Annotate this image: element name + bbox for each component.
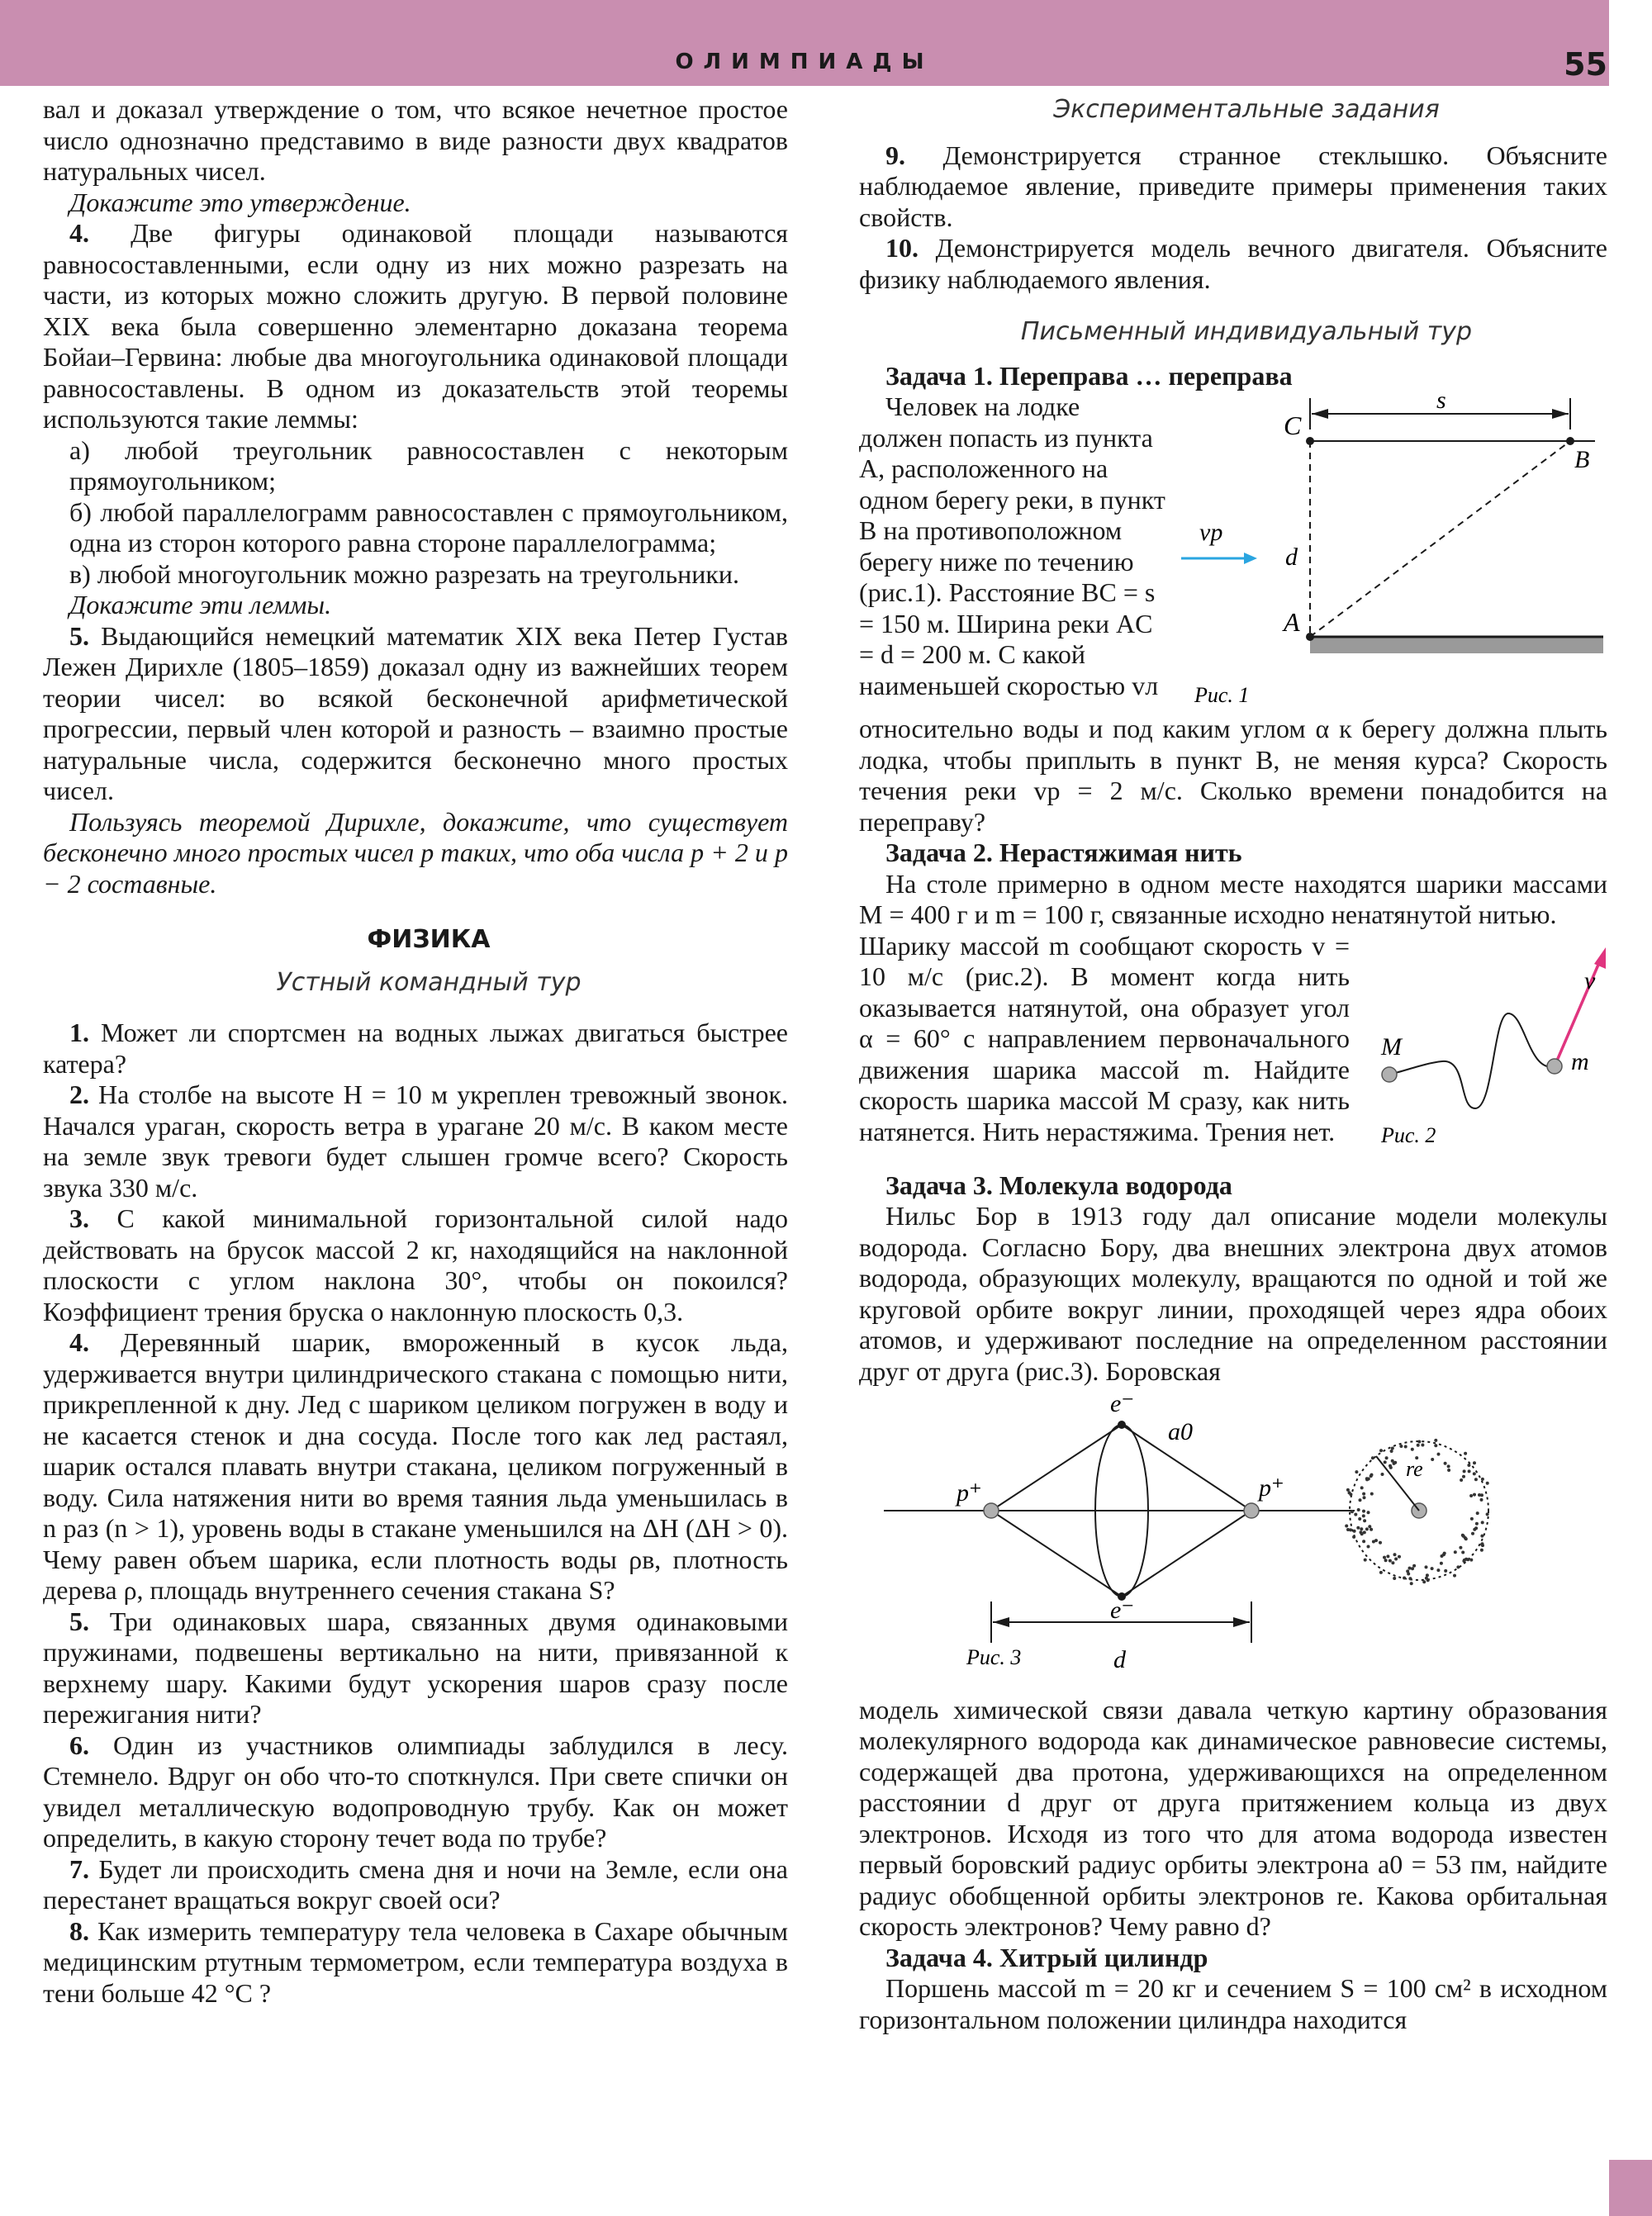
ball-m-small [1547,1059,1562,1074]
near-bank-ground [1310,637,1603,653]
cloud-dot [1370,1528,1373,1531]
question-number: 7. [69,1853,89,1884]
cloud-dot [1390,1450,1393,1453]
label-s: s [1436,391,1446,414]
cloud-dot [1469,1494,1473,1497]
label-v: v [1584,966,1596,994]
label-c: C [1284,410,1302,440]
dim-arrowhead-right [1552,409,1569,419]
question-number: 6. [69,1730,89,1760]
question-9 [859,140,1607,234]
label-mass-big: M [1381,1032,1402,1061]
question-text: Деревянный шарик, вмороженный в кусок льда, удерживается внутри цилиндрического стакана с помощью нити, прикрепленной к дну. Лед с шариком целиком погружен в воду и не касается стенок и дна сосуда. После того как лед растаял, шарик остался плавать внутри стакана, целиком погруженный в воду. Сила натяжения нити во время таяния льда уменьшилась в n раз (n > 1), уровень воды в стакане уменьшился на ΔH (ΔH > 0). Чему равен объем шарика, если плотность воды ρв, плотность дерева ρ, площадь внутреннего сечения стакана S? [43,1327,788,1605]
task-3-text-b: модель химической связи давала четкую картину образования молекулярного водорода как динамическое равновесие системы, содержащей два протона, удерживающихся на определенном расстоянии d друг от друга притяжением кольца из двух электронов. Исходя из того что для атома водорода известен первый боровский радиус орбиты электрона a0 = 53 пм, найдите радиус обобщенной орбиты электронов re. Какова орбитальная скорость электронов? Чему равно d? [859,1694,1607,1941]
question-text: Демонстрируется модель вечного двигателя. Объясните физику наблюдаемого явления. [859,233,1607,294]
cloud-dot [1379,1571,1383,1574]
cloud-dot [1417,1444,1420,1447]
cloud-dot [1411,1567,1414,1570]
bond-bottom-left [991,1511,1122,1597]
cloud-dot [1461,1551,1464,1554]
cloud-dot [1391,1459,1394,1463]
label-proton-right: p⁺ [1259,1474,1284,1502]
question-4 [43,1327,788,1606]
cloud-dot [1391,1561,1394,1564]
cloud-dot [1473,1493,1476,1497]
bond-top-left [991,1425,1122,1511]
figure-1-caption: Рис. 1 [1194,683,1250,707]
cloud-dot [1348,1491,1351,1494]
cloud-dot [1352,1535,1355,1539]
cloud-dot [1403,1577,1406,1580]
cloud-dot [1443,1552,1446,1555]
cloud-dot [1459,1546,1462,1549]
cloud-dot [1412,1564,1416,1568]
cloud-dot [1480,1493,1483,1497]
cloud-dot [1389,1559,1392,1563]
cloud-dot [1355,1470,1358,1473]
page-number: 55 [1564,46,1607,83]
cloud-dot [1471,1532,1474,1535]
cloud-dot [1391,1447,1394,1450]
dim-arrowhead-left [1312,409,1328,419]
label-vp: vр [1199,519,1223,546]
cloud-dot [1473,1472,1476,1475]
cloud-dot [1346,1488,1350,1492]
figure-3-caption: Рис. 3 [966,1645,1022,1669]
cloud-dot [1426,1573,1429,1577]
section-heading-physics: ФИЗИКА [367,925,491,954]
cloud-dot [1480,1498,1483,1502]
question-1 [43,1018,788,1080]
cloud-dot [1473,1461,1476,1464]
cloud-dot [1475,1522,1479,1526]
cloud-dot [1383,1556,1386,1559]
task-1-title: Задача 1. Переправа … переправа [885,360,1293,391]
cloud-dot [1370,1474,1373,1478]
label-a: A [1284,607,1300,637]
label-a0: a0 [1168,1418,1193,1445]
proton-right [1244,1503,1259,1518]
task-2-text-a: На столе примерно в одном месте находятся шарики массами M = 400 г и m = 100 г, связанные исходно ненатянутой нитью. [859,868,1607,929]
cloud-dot [1379,1541,1382,1545]
cloud-dot [1411,1448,1414,1451]
dashed-line-ab [1310,441,1570,637]
ball-m-large [1382,1067,1397,1082]
cloud-dot [1481,1521,1484,1524]
cloud-dot [1481,1542,1484,1545]
question-8 [43,1916,788,2010]
cloud-dot [1463,1469,1466,1473]
cloud-dot [1372,1540,1375,1544]
lemma-c: в) любой многоугольник можно разрезать на треугольники. [69,558,740,589]
cloud-dot [1359,1498,1362,1502]
question-number: 9. [885,140,905,170]
cloud-dot [1364,1559,1367,1562]
paragraph-italic: Пользуясь теоремой Дирихле, докажите, что существует бесконечно много простых чисел p таких, что оба числа p + 2 и p − 2 составные. [43,806,788,899]
question-5 [43,1606,788,1730]
cloud-dot [1358,1517,1361,1521]
label-proton-left: p⁺ [957,1479,982,1507]
subsection-heading-oral: Устный командный тур [276,967,582,997]
figure-1-river-crossing [1178,391,1607,714]
question-number: 10. [885,233,919,263]
cloud-dot [1447,1469,1450,1472]
cloud-dot [1469,1559,1473,1562]
question-text: На столбе на высоте H = 10 м укреплен тревожный звонок. Начался ураган, скорость ветра в урагане 20 м/с. В каком месте на земле звук тревоги будет слышен громче всего? Скорость звука 330 м/с. [43,1080,788,1203]
point-c [1306,437,1314,445]
cloud-dot [1456,1565,1460,1568]
label-mass-small: m [1571,1047,1589,1075]
cloud-dot [1464,1452,1467,1455]
current-velocity-arrowhead [1244,553,1257,564]
dim-arrowhead-right [1233,1617,1250,1627]
cloud-dot [1481,1478,1484,1481]
cloud-dot [1431,1458,1434,1461]
cloud-dot [1462,1475,1465,1478]
question-text: Три одинаковых шара, связанных двумя одинаковыми пружинами, подвешены вертикально на нити, привязанной к верхнему шару. Какими будут ускорения шаров сразу после пережигания нити? [43,1606,788,1729]
cloud-dot [1422,1580,1426,1583]
cloud-dot [1468,1469,1471,1473]
question-number: 3. [69,1203,89,1233]
cloud-dot [1393,1461,1397,1464]
question-3 [43,1203,788,1327]
proton-left [984,1503,999,1518]
question-number: 5. [69,1606,89,1636]
cloud-dot [1379,1449,1383,1452]
question-number: 1. [69,1018,89,1047]
cloud-dot [1417,1440,1421,1444]
bond-bottom-right [1122,1511,1251,1597]
cloud-dot [1360,1486,1364,1489]
label-b: B [1574,446,1590,473]
cloud-dot [1370,1492,1374,1496]
label-electron-top: e⁻ [1110,1390,1135,1417]
cloud-dot [1473,1528,1476,1531]
question-number: 2. [69,1080,89,1109]
cloud-dot [1367,1545,1370,1549]
cloud-dot [1362,1540,1365,1543]
cloud-dot [1357,1508,1360,1511]
question-text: Демонстрируется странное стеклышко. Объясните наблюдаемое явление, приведите примеры применения таких свойств. [859,140,1607,232]
cloud-dot [1407,1573,1410,1576]
cloud-dot [1464,1537,1468,1540]
cloud-dot [1453,1574,1456,1578]
paragraph-italic: Докажите это утверждение. [69,187,411,217]
cloud-dot [1346,1528,1350,1531]
cloud-dot [1467,1464,1470,1467]
label-electron-bottom: e⁻ [1110,1597,1135,1624]
question-number: 4. [69,1327,89,1357]
question-text: Может ли спортсмен на водных лыжах двигаться быстрее катера? [43,1018,788,1079]
cloud-dot [1431,1567,1434,1570]
cloud-dot [1486,1512,1489,1516]
cloud-dot [1447,1464,1450,1468]
label-re: re [1406,1457,1423,1481]
problem-text: Выдающийся немецкий математик XIX века Петер Густав Лежен Дирихле (1805–1859) доказал одну из важнейших теорем теории чисел: во всякой бесконечной арифметической прогрессии, первый член которой и разность – взаимно простые натуральные числа, содержится бесконечно много простых чисел. [43,620,788,805]
cloud-dot [1404,1445,1408,1449]
cloud-dot [1460,1478,1463,1482]
cloud-dot [1434,1439,1437,1442]
cloud-dot [1353,1530,1356,1533]
task-3-title: Задача 3. Молекула водорода [885,1170,1232,1200]
figure-3-molecule [859,1387,1607,1687]
cloud-dot [1394,1558,1398,1561]
cloud-dot [1434,1444,1437,1447]
task-2-title: Задача 2. Нерастяжимая нить [885,838,1242,867]
question-text: Как измерить температуру тела человека в Сахаре обычным медицинским ртутным термометром, если температура воздуха в тени больше 42 °С ? [43,1915,788,2008]
label-d: d [1285,543,1298,571]
cloud-dot [1384,1460,1387,1464]
cloud-dot [1393,1553,1397,1556]
lemma-a: а) любой треугольник равносоставлен с некоторым прямоугольником; [69,434,788,496]
paragraph-italic: Докажите эти леммы. [69,590,332,619]
question-2 [43,1080,788,1203]
cloud-dot [1437,1453,1441,1456]
cloud-dot [1408,1567,1412,1570]
cloud-dot [1371,1456,1374,1459]
cloud-dot [1440,1562,1443,1565]
cloud-dot [1367,1511,1370,1514]
cloud-dot [1454,1550,1457,1554]
cloud-dot [1385,1456,1389,1459]
cloud-dot [1425,1565,1428,1568]
cloud-dot [1362,1510,1365,1513]
problem-text: Две фигуры одинаковой площади называются равносоставленными, если одну из них можно разрезать на части, из которых можно сложить другую. В первой половине XIX века была совершенно элементарно доказана теорема Бойаи–Гервина: любые два многоугольника одинаковой площади равносоставлены. В одном из доказательств этой теоремы используются такие леммы: [43,218,788,434]
cloud-dot [1410,1582,1413,1585]
cloud-dot [1354,1513,1357,1516]
cloud-dot [1470,1517,1474,1521]
cloud-dot [1363,1519,1366,1522]
cloud-dot [1363,1496,1366,1499]
question-text: Один из участников олимпиады заблудился в лесу. Стемнело. Вдруг он обо что-то споткнулся. При свете спички он увидел металлическую водопроводную трубу. Как он может определить, в какую сторону течет вода по трубе? [43,1730,788,1853]
velocity-arrowhead [1594,947,1606,969]
question-text: Будет ли происходить смена дня и ночи на Земле, если она перестанет вращаться вокруг своей оси? [43,1853,788,1915]
cloud-dot [1486,1482,1489,1485]
cloud-dot [1368,1525,1371,1528]
task-1-text-b: относительно воды и под каким углом α к берегу должна плыть лодка, чтобы приплыть в пункт B, не меняя курса? Скорость течения реки vр = 2 м/с. Сколько времени понадобится на переправу? [859,714,1607,837]
cloud-dot [1363,1530,1366,1534]
dim-arrowhead-left [993,1617,1009,1627]
question-10 [859,233,1607,295]
cloud-dot [1351,1510,1354,1513]
task-3-text-a: Нильс Бор в 1913 году дал описание модели молекулы водорода. Согласно Бору, два внешних электрона двух атомов водорода, образующих молекулу, вращаются по одной и той же круговой орбите вокруг линии, проходящей через ядра обоих атомов, и удерживают последние на определенном расстоянии друг от друга (рис.3). Боровская [859,1201,1607,1386]
cloud-dot [1476,1511,1479,1515]
question-text: С какой минимальной горизонтальной силой надо действовать на брусок массой 2 кг, находящийся на наклонной плоскости с углом наклона 30°, чтобы он покоился? Коэффициент трения бруска о наклонную плоскость 0,3. [43,1203,788,1326]
cloud-dot [1389,1464,1392,1468]
problem-4 [43,218,788,435]
cloud-dot [1480,1549,1483,1552]
side-tab [1609,2160,1652,2216]
string-curve [1389,1013,1555,1108]
cloud-dot [1381,1473,1384,1476]
task-4-title: Задача 4. Хитрый цилиндр [885,1942,1208,1972]
cloud-dot [1360,1527,1363,1530]
point-a [1306,633,1314,641]
cloud-dot [1386,1554,1389,1558]
figure-2-caption: Рис. 2 [1381,1122,1436,1147]
cloud-dot [1436,1568,1440,1572]
problem-number: 5. [69,620,89,651]
cloud-dot [1399,1445,1403,1448]
cloud-dot [1474,1478,1478,1481]
running-header: ОЛИМПИАДЫ [675,50,934,74]
label-d: d [1113,1646,1126,1673]
question-number: 8. [69,1915,89,1946]
question-7 [43,1854,788,1916]
question-6 [43,1730,788,1854]
point-b [1566,437,1574,445]
task-2-text-b: Шарику массой m сообщают скорость v = 10 м/с (рис.2). В момент когда нить оказывается натянутой, она образует угол α = 60° с направлением первоначального движения шарика массой m. Найдите скорость шарика массой M сразу, как нить натянется. Нить нерастяжима. Трения нет. [859,930,1350,1146]
problem-number: 4. [69,218,89,248]
cloud-dot [1362,1492,1365,1496]
cloud-dot [1398,1555,1401,1559]
lemma-b: б) любой параллелограмм равносоставлен с прямоугольником, одна из сторон которого равна стороне параллелограмма; [69,496,788,558]
cloud-dot [1356,1526,1360,1530]
subsection-heading-written: Письменный индивидуальный тур [1020,317,1473,346]
task-4-text-a: Поршень массой m = 20 кг и сечением S = 100 см² в исходном горизонтальном положении цилиндра находится [859,1973,1607,2034]
cloud-dot [1393,1577,1396,1580]
cloud-dot [1345,1525,1348,1528]
cloud-dot [1444,1569,1447,1573]
cloud-dot [1480,1535,1483,1538]
cloud-dot [1365,1527,1369,1530]
cloud-dot [1425,1577,1428,1580]
problem-5 [43,621,788,807]
cloud-dot [1421,1444,1424,1447]
figure-2-string [1360,931,1607,1170]
cloud-dot [1444,1462,1447,1465]
left-column [43,94,788,2009]
cloud-dot [1362,1514,1365,1517]
electron-top [1118,1421,1126,1429]
task-1-text-a: Человек на лодке должен попасть из пункта A, расположенного на одном берегу реки, в пункт B на противоположном берегу ниже по течению (рис.1). Расстояние BC = s = 150 м. Ширина реки AC = d = 200 м. С какой наименьшей скоростью vл [859,391,1165,700]
cloud-dot [1365,1477,1369,1480]
cloud-dot [1408,1577,1412,1580]
subsection-heading-experimental: Экспериментальные задания [1053,95,1440,124]
cloud-dot [1384,1559,1388,1562]
right-column [859,94,1607,2035]
cloud-dot [1463,1559,1466,1562]
paragraph: вал и доказал утверждение о том, что всякое нечетное простое число однозначно представимо в виде разности двух квадратов натуральных чисел. [43,94,788,186]
